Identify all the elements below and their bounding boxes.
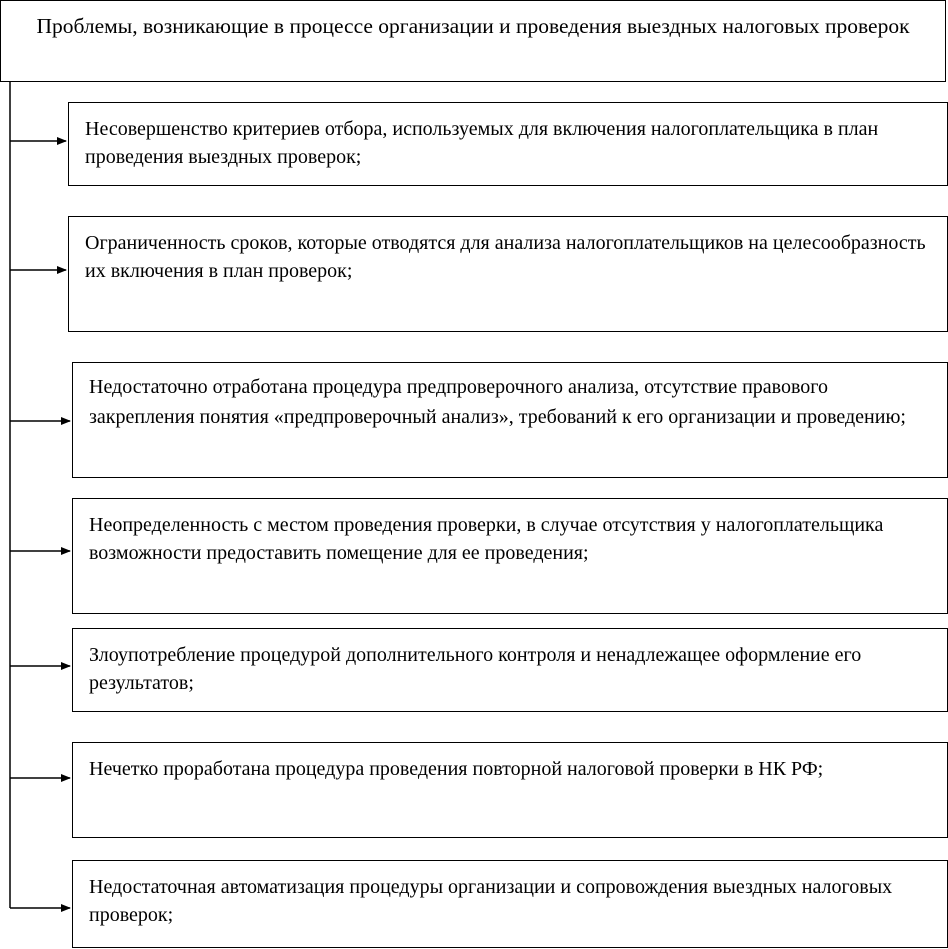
problem-box-2: [68, 216, 948, 332]
problem-box-3: [72, 362, 948, 478]
problem-text-5: Злоупотребление процедурой дополнительного контроля и ненадлежащее оформление его результатов;: [89, 644, 862, 694]
problem-box-7: [72, 860, 948, 948]
problem-text-4: Неопределенность с местом проведения проверки, в случае отсутствия у налогоплательщика возможности предоставить помещение для ее проведения;: [89, 514, 884, 564]
problem-box-1: [68, 102, 948, 186]
problem-text-1: Несовершенство критериев отбора, используемых для включения налогоплательщика в план проведения выездных проверок;: [85, 118, 879, 168]
problem-box-6: [72, 742, 948, 838]
problem-text-7: Недостаточная автоматизация процедуры организации и сопровождения выездных налоговых проверок;: [89, 876, 893, 926]
problem-text-6: Нечетко проработана процедура проведения повторной налоговой проверки в НК РФ;: [89, 758, 824, 780]
problem-text-2: Ограниченность сроков, которые отводятся для анализа налогоплательщиков на целесообразность их включения в план проверок;: [85, 232, 926, 282]
problem-box-4: [72, 498, 948, 614]
problem-box-5: [72, 628, 948, 712]
diagram-title-box: [0, 0, 946, 82]
problem-text-3: Недостаточно отработана процедура предпроверочного анализа, отсутствие правового закрепления понятия «предпроверочный анализ», требований к его организации и проведению;: [89, 376, 906, 428]
diagram-title: Проблемы, возникающие в процессе организации и проведения выездных налоговых проверок: [36, 14, 910, 38]
